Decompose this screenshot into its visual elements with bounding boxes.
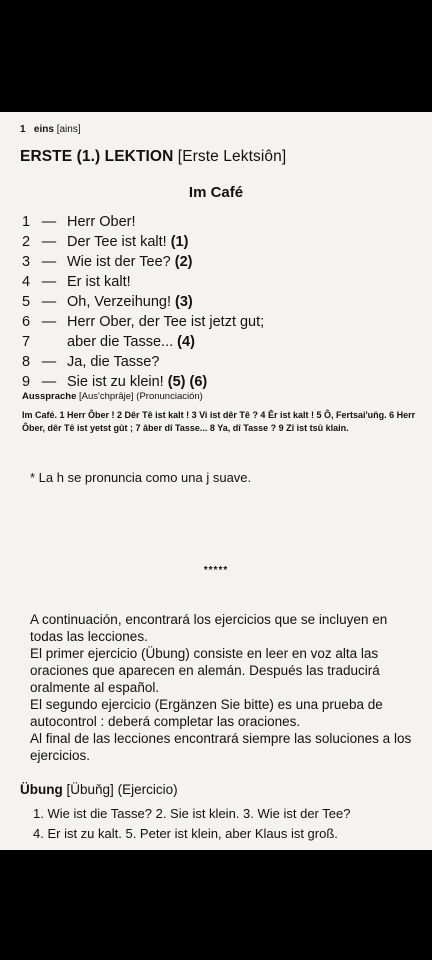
exercise-line: 1. Wie ist die Tasse? 2. Sie ist klein. 3. Wie ist der Tee? [33,806,351,821]
dialog-line [22,312,422,332]
line-number: 5 [22,294,31,310]
lesson-title-pron: [Erste Lektsiôn] [177,148,287,165]
dialog-line [22,292,422,312]
intro-paragraph: A continuación, encontrará los ejercicios que se incluyen en todas las lecciones. [30,612,388,644]
lesson-title-text: ERSTE (1.) LEKTION [20,148,174,165]
line-number: 9 [22,374,31,390]
page-number: 1 [20,124,26,135]
dialog-line [22,212,422,232]
line-dash: — [41,314,57,330]
line-dash: — [41,274,57,290]
dialog-line [22,332,422,352]
line-text: Sie ist zu klein! (5) (6) [67,374,208,390]
line-note: (2) [174,254,193,270]
line-dash: — [41,374,57,390]
line-note: (3) [175,294,193,310]
line-number: 8 [22,354,31,370]
line-text: Oh, Verzeihung! (3) [67,294,193,310]
line-text: aber die Tasse... (4) [67,334,195,350]
line-note: (5) (6) [167,374,208,390]
ubung-title: Übung [20,782,63,797]
dialog-line [22,352,422,372]
line-text: Ja, die Tasse? [67,354,160,370]
line-text: Er ist kalt! [67,274,131,290]
line-number: 6 [22,314,31,330]
line-note: (1) [170,234,189,250]
exercise-list [33,804,425,844]
ubung-pron: [Übuňg] [66,782,114,797]
pronunciation-text [22,409,417,435]
exercise-heading [20,782,178,797]
line-number: 7 [22,334,31,350]
pronunciation-body: 1 Herr Ôber ! 2 Dêr Tê ist kalt ! 3 Vi ist dêr Tê ? 4 Êr ist kalt ! 5 Ô, Fertsai'uňg. 6 Herr Ôber, dêr Tê ist yetst gût ; 7 âber dî Tasse... 8 Ya, dî Tasse ? 9 Zî ist tsû klain. [22,410,416,433]
page-header [20,124,81,135]
line-text: Herr Ober, der Tee ist jetzt gut; [67,314,265,330]
book-page [0,112,432,850]
exercise-line: 4. Er ist zu kalt. 5. Peter ist klein, aber Klaus ist groß. [33,826,338,841]
dialog-line [22,372,422,392]
page-number-pron: [ains] [56,124,81,135]
aussprache-translation: (Pronunciación) [136,391,203,402]
ubung-translation: (Ejercicio) [117,782,178,797]
section-divider: ***** [203,565,229,576]
dialog [22,212,422,392]
line-number: 2 [22,234,31,250]
dialog-line [22,272,422,292]
line-number: 1 [22,214,31,230]
line-dash: — [41,254,57,270]
line-text: Der Tee ist kalt! (1) [67,234,189,250]
line-dash: — [41,234,57,250]
page-number-word: eins [33,124,54,135]
intro-paragraph: El segundo ejercicio (Ergänzen Sie bitte) es una prueba de autocontrol : deberá completar las oraciones. [30,697,383,729]
lesson-title [20,148,286,166]
pronunciation-label: Im Café. [22,410,58,420]
line-number: 4 [22,274,31,290]
dialog-line [22,252,422,272]
line-dash: — [41,294,57,310]
dialog-title: Im Café [188,184,244,201]
line-text: Herr Ober! [67,214,136,230]
intro-paragraph: El primer ejercicio (Übung) consiste en leer en voz alta las oraciones que aparecen en alemán. Después las traducirá oralmente al español. [30,646,380,695]
line-dash: — [41,354,57,370]
aussprache-label: Aussprache [22,391,77,402]
line-dash: — [41,214,57,230]
pronunciation-heading [22,391,203,402]
intro-paragraph: Al final de las lecciones encontrará siempre las soluciones a los ejercicios. [30,731,412,763]
dialog-line [22,232,422,252]
line-text: Wie ist der Tee? (2) [67,254,193,270]
line-number: 3 [22,254,31,270]
line-note: (4) [177,334,195,350]
aussprache-pron: [Aus'chprâje] [79,391,134,402]
intro-text [30,611,422,764]
h-note: * La h se pronuncia como una j suave. [30,470,252,485]
